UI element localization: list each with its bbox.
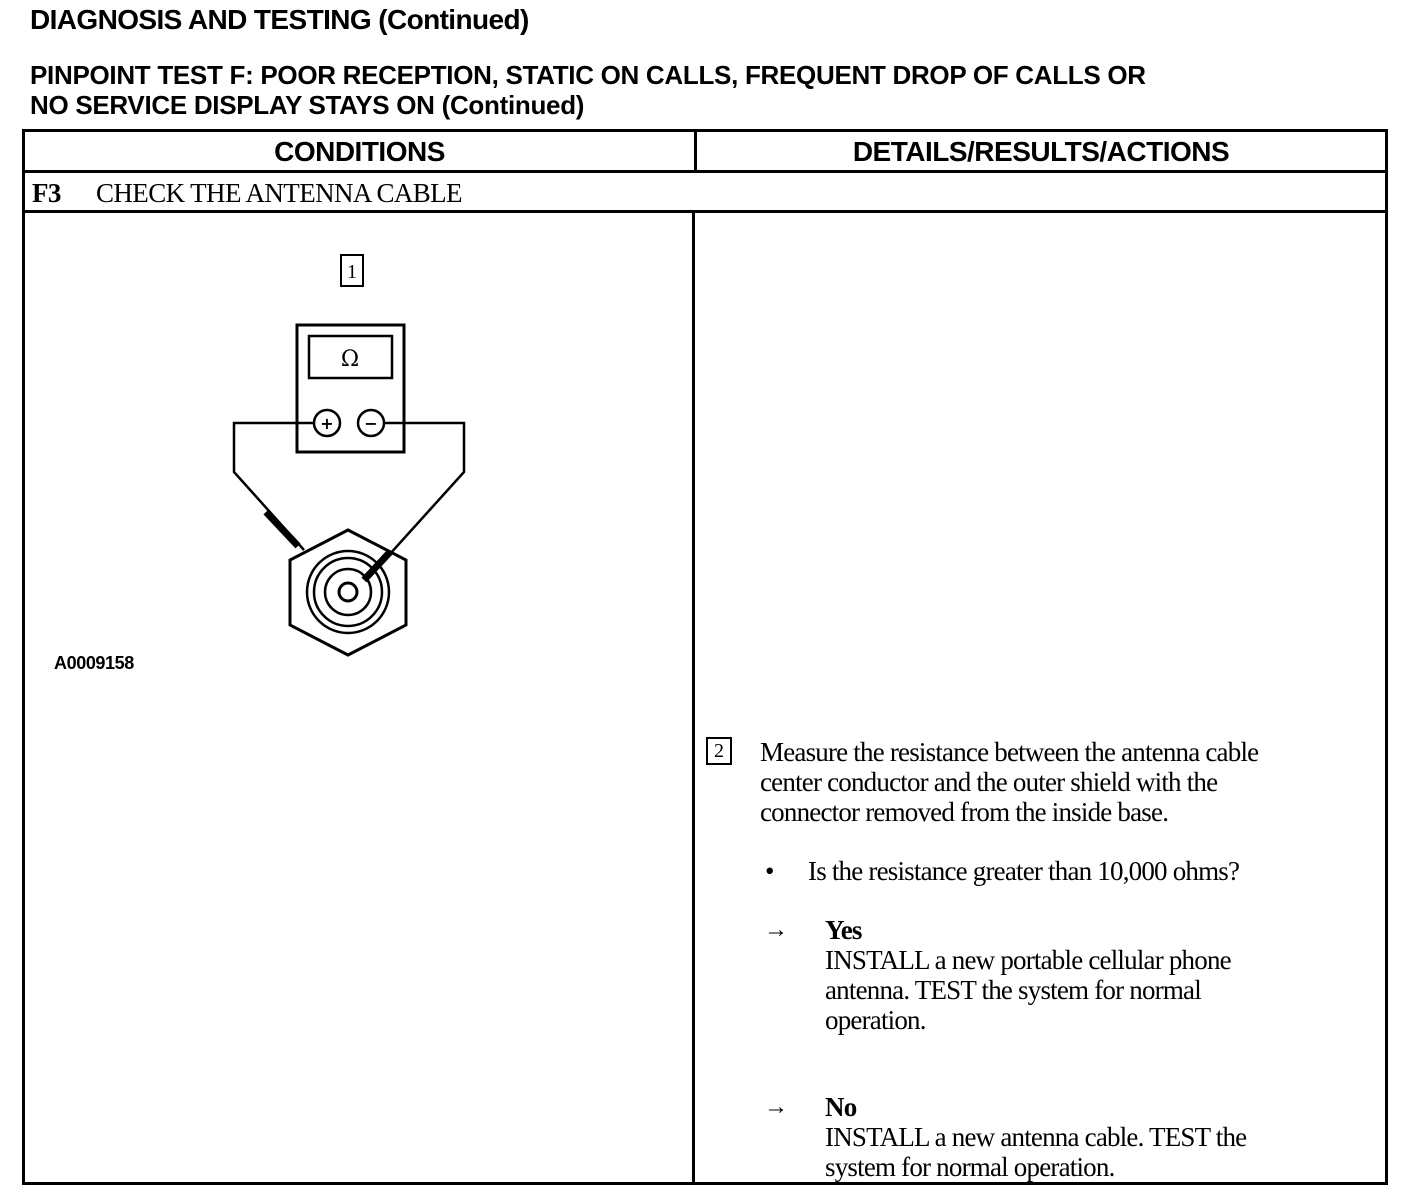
probe-tips [266, 512, 390, 580]
ohmmeter-diagram [220, 250, 490, 670]
yes-arrow-icon: → [764, 917, 788, 943]
instruction-line-3: connector removed from the inside base. [760, 797, 1169, 827]
ohmmeter-icon [297, 325, 404, 452]
test-title-line-2: NO SERVICE DISPLAY STAYS ON (Continued) [30, 90, 585, 120]
step-rule [22, 210, 1388, 213]
plus-terminal-label: + [320, 414, 334, 433]
step-title: CHECK THE ANTENNA CABLE [96, 178, 462, 208]
no-action-line-1: INSTALL a new antenna cable. TEST the [825, 1122, 1247, 1152]
yes-action-line-2: antenna. TEST the system for normal [825, 975, 1201, 1005]
yes-result [825, 915, 1385, 1035]
ohm-symbol: Ω [340, 347, 360, 372]
antenna-connector-icon [290, 530, 406, 655]
section-title: DIAGNOSIS AND TESTING (Continued) [30, 4, 529, 35]
figure-reference: A0009158 [54, 653, 134, 673]
column-divider-body [692, 210, 695, 1185]
yes-action-line-3: operation. [825, 1005, 926, 1035]
positive-probe-icon [266, 512, 298, 546]
instruction-line-2: center conductor and the outer shield with the [760, 767, 1218, 797]
callout-1-label: 1 [347, 261, 357, 283]
step-row [32, 176, 462, 210]
no-action-line-2: system for normal operation. [825, 1152, 1115, 1182]
callout-2 [706, 737, 732, 765]
bullet-icon: • [765, 856, 775, 886]
yes-action-line-1: INSTALL a new portable cellular phone [825, 945, 1231, 975]
conditions-header: CONDITIONS [274, 136, 445, 167]
details-results-actions-header: DETAILS/RESULTS/ACTIONS [852, 136, 1230, 167]
callout-2-label: 2 [714, 740, 724, 762]
pinpoint-test-title [30, 60, 1400, 120]
no-arrow-icon: → [764, 1094, 788, 1120]
test-title-line-1: PINPOINT TEST F: POOR RECEPTION, STATIC ON CALLS, FREQUENT DROP OF CALLS OR [30, 60, 1146, 90]
resistance-question: Is the resistance greater than 10,000 ohms? [808, 856, 1240, 886]
minus-terminal-label: − [364, 414, 378, 433]
no-label: No [825, 1092, 857, 1122]
callout-1 [341, 255, 363, 286]
yes-label: Yes [825, 915, 862, 945]
instruction-text [760, 737, 1380, 827]
instruction-line-1: Measure the resistance between the antenna cable [760, 737, 1259, 767]
no-result [825, 1092, 1385, 1182]
step-id: F3 [32, 178, 61, 208]
